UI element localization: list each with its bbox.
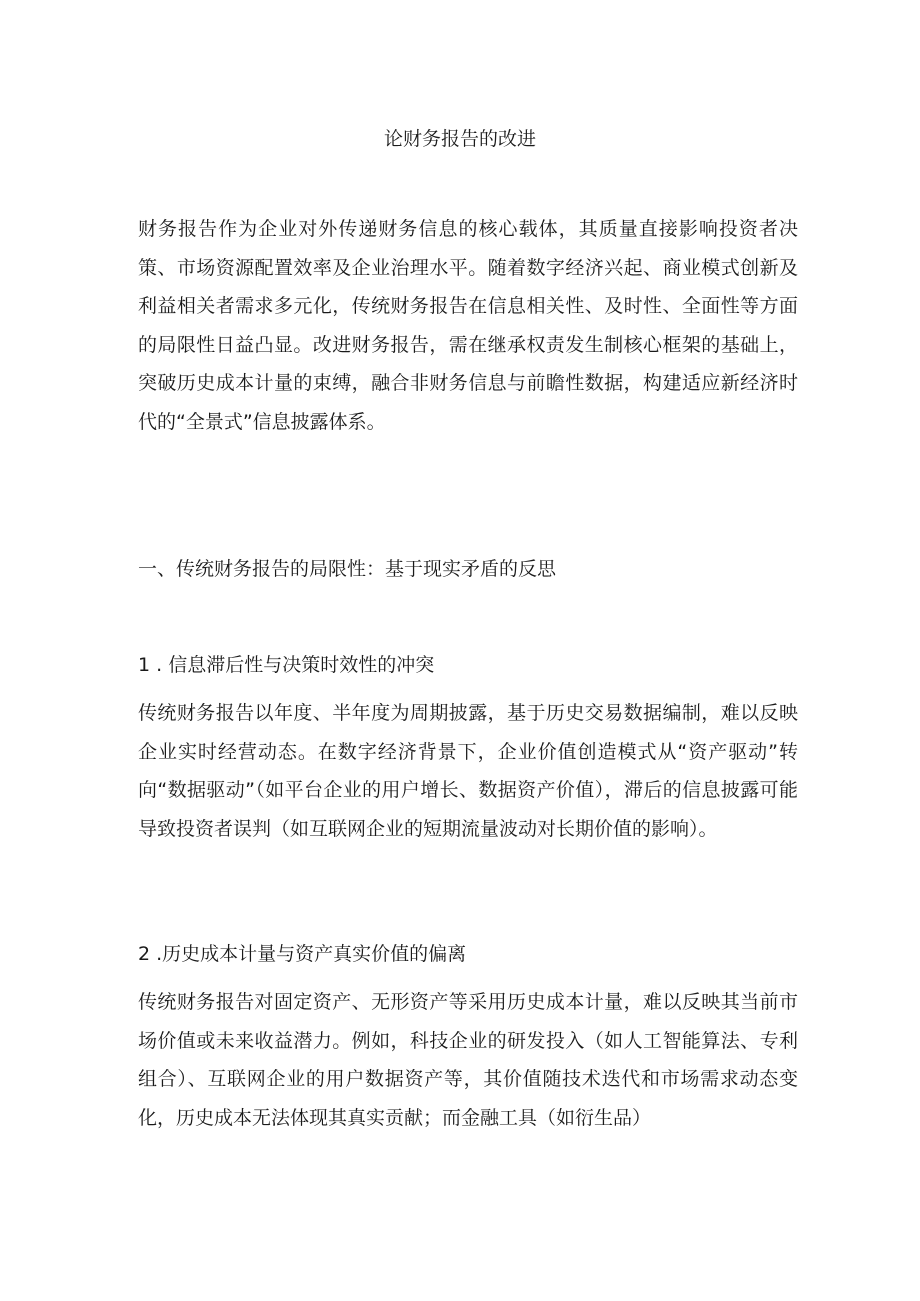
document-title: 论财务报告的改进 — [383, 128, 536, 150]
subsection-1-heading: 1 . 信息滞后性与决策时效性的冲突 — [138, 654, 435, 676]
subsection-2-heading: 2 .历史成本计量与资产真实价值的偏离 — [138, 943, 467, 965]
subsection-2-body: 传统财务报告对固定资产、无形资产等采用历史成本计量，难以反映其当前市场价值或未来收益潜力。例如，科技企业的研发投入（如人工智能算法、专利组合）、互联网企业的用户数据资产等，其价值随技术迭代和市场需求动态变化，历史成本无法体现其真实贡献；而金融工具（如衍生品） — [138, 991, 798, 1129]
intro-paragraph: 财务报告作为企业对外传递财务信息的核心载体，其质量直接影响投资者决策、市场资源配置效率及企业治理水平。随着数字经济兴起、商业模式创新及利益相关者需求多元化，传统财务报告在信息相关性、及时性、全面性等方面的局限性日益凸显。改进财务报告，需在继承权责发生制核心框架的基础上，突破历史成本计量的束缚，融合非财务信息与前瞻性数据，构建适应新经济时代的“全景式”信息披露体系。 — [138, 218, 798, 433]
subsection-1-body: 传统财务报告以年度、半年度为周期披露，基于历史交易数据编制，难以反映企业实时经营动态。在数字经济背景下，企业价值创造模式从“资产驱动”转向“数据驱动”（如平台企业的用户增长、数据资产价值），滞后的信息披露可能导致投资者误判（如互联网企业的短期流量波动对长期价值的影响）。 — [138, 702, 798, 840]
section-1-heading: 一、传统财务报告的局限性：基于现实矛盾的反思 — [138, 558, 557, 580]
